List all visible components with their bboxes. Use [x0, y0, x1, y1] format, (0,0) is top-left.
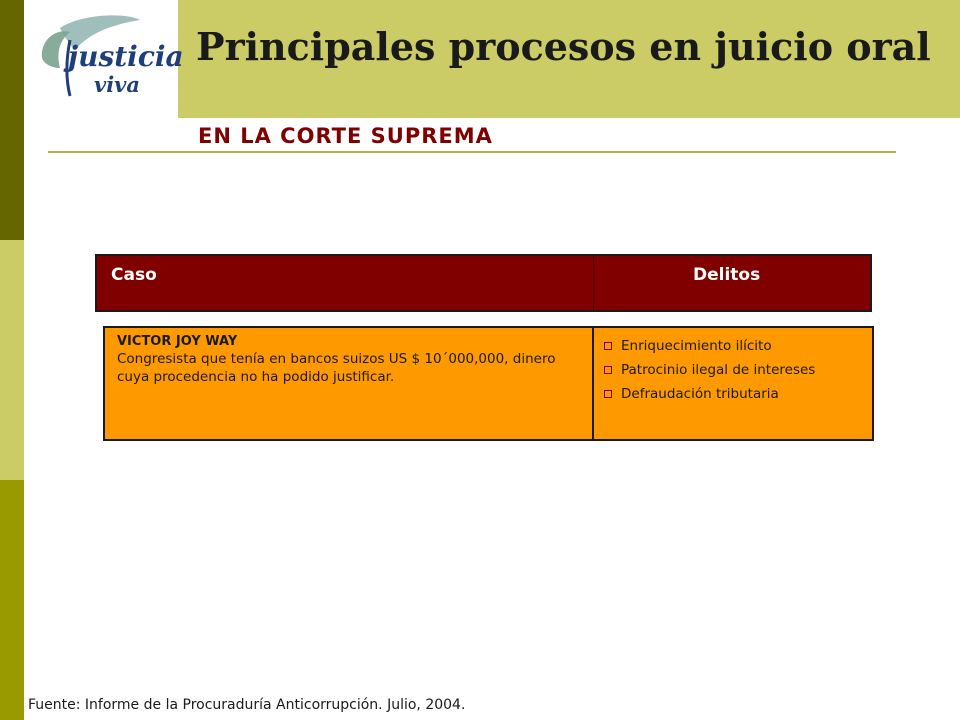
column-header-caso: Caso	[111, 265, 157, 285]
source-note: Fuente: Informe de la Procuraduría Anticorrupción. Julio, 2004.	[28, 697, 466, 713]
square-bullet-icon	[604, 390, 612, 398]
list-item	[604, 334, 815, 358]
square-bullet-icon	[604, 342, 612, 350]
case-description: Congresista que tenía en bancos suizos US $ 10´000,000, dinero cuya procedencia no ha podido justificar.	[117, 351, 556, 385]
crime-label: Enriquecimiento ilícito	[621, 338, 772, 354]
table-header-divider	[593, 256, 594, 310]
page-subtitle: EN LA CORTE SUPREMA	[198, 124, 493, 148]
crime-label: Defraudación tributaria	[621, 386, 779, 402]
crime-label: Patrocinio ilegal de intereses	[621, 362, 816, 378]
subtitle-rule	[48, 151, 896, 153]
crimes-cell	[592, 326, 874, 441]
case-name: VICTOR JOY WAY	[117, 334, 238, 349]
square-bullet-icon	[604, 366, 612, 374]
list-item	[604, 358, 815, 382]
case-cell	[103, 326, 594, 441]
crimes-list	[604, 334, 815, 406]
table-header	[95, 254, 872, 312]
left-stripe-bottom	[0, 480, 24, 720]
left-stripe-top	[0, 0, 24, 240]
justicia-viva-logo	[30, 10, 184, 100]
column-header-delitos: Delitos	[693, 265, 761, 285]
list-item	[604, 382, 815, 406]
logo-text-viva: viva	[94, 72, 140, 97]
page-title: Principales procesos en juicio oral	[196, 24, 931, 69]
left-stripe-middle	[0, 240, 24, 480]
logo-text-justicia: justicia	[68, 40, 184, 73]
